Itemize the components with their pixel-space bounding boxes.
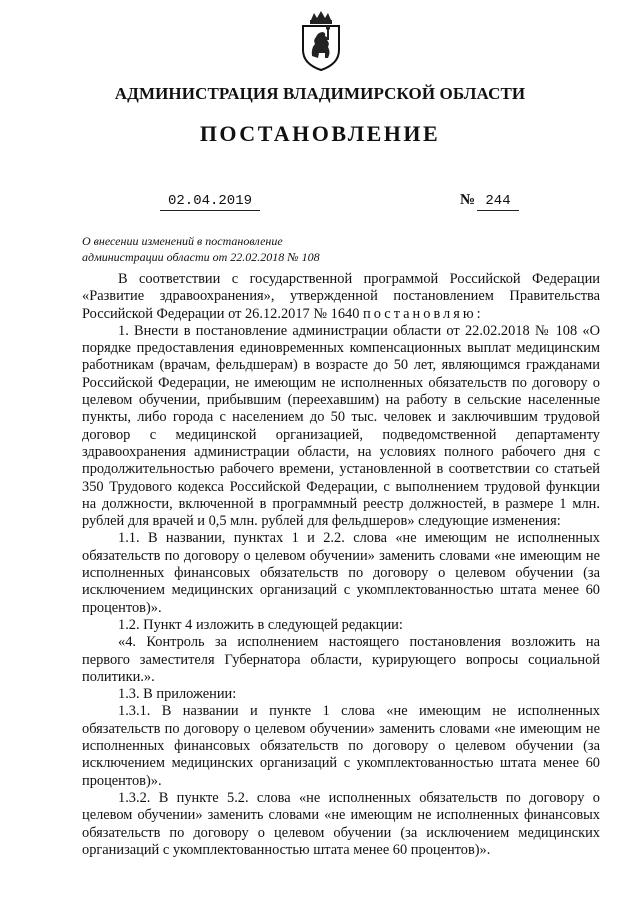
clause-1: 1. Внести в постановление администрации области от 22.02.2018 № 108 «О порядке предоставления единовременных компенсационных выплат медицинским работникам (врачам, фельдшерам) в возрасте до 50 лет, являющимся гражданами Российской Федерации, не имеющим не исполненных обязательств по договору о целевом обучении, прибывшим (переехавшим) на работу в сельские населенные пункты, либо города с населением до 50 тыс. человек и заключившим трудовой договор с медицинской организацией, подведомственной департаменту здравоохранения администрации области, на условиях полного рабочего дня с продолжительностью рабочего времени, установленной в соответствии со статьей 350 Трудового кодекса Российской Федерации, с выполнением трудовой функции на должности, включенной в программный реестр должностей, в размере 1 млн. рублей для врачей и 0,5 млн. рублей для фельдшеров» следующие изменения: [82, 322, 600, 530]
clause-1-1: 1.1. В названии, пунктах 1 и 2.2. слова «не имеющим не исполненных обязательств по договору о целевом обучении» заменить словами «не имеющим не исполненных финансовых обязательств по договору о целевом обучении (за исключением медицинских организаций с укомплектованностью штата менее 60 процентов)». [82, 530, 600, 616]
preamble-text: В соответствии с государственной программой Российской Федерации «Развитие здравоохранения», утвержденной постановлением Правительства Российской Федерации от 26.12.2017 № 1640 [82, 271, 600, 322]
clause-1-2: 1.2. Пункт 4 изложить в следующей редакции: [118, 616, 403, 633]
document-date: 02.04.2019 [160, 193, 260, 211]
subject-line-1: О внесении изменений в постановление [82, 234, 283, 248]
subject-line-2: администрации области от 22.02.2018 № 108 [82, 250, 320, 264]
document-subject [82, 233, 372, 265]
document-type-title: ПОСТАНОВЛЕНИЕ [199, 121, 441, 146]
clause-1-2-text: «4. Контроль за исполнением настоящего постановления возложить на первого заместителя Губернатора области, курирующего вопросы социальной политики.». [82, 634, 600, 685]
coat-of-arms-icon [297, 10, 345, 72]
preamble-paragraph [82, 271, 600, 323]
document-body [82, 271, 600, 859]
clause-1-3-1: 1.3.1. В названии и пункте 1 слова «не имеющим не исполненных обязательств по договору о целевом обучении» заменить словами «не имеющим не исполненных финансовых обязательств по договору о целевом обучении (за исключением медицинских организаций с укомплектованностью штата менее 60 процентов)». [82, 703, 600, 789]
organization-name: АДМИНИСТРАЦИЯ ВЛАДИМИРСКОЙ ОБЛАСТИ [114, 84, 526, 103]
document-number-label: № [460, 192, 476, 208]
clause-1-3-2: 1.3.2. В пункте 5.2. слова «не исполненных обязательств по договору о целевом обучении» заменить словами «не имеющим не исполненных финансовых обязательств по договору о целевом обучении (за исключением медицинских организаций с укомплектованностью штата менее 60 процентов)». [82, 789, 600, 858]
preamble-resolution-word: постановляю: [363, 305, 484, 322]
clause-1-3: 1.3. В приложении: [118, 686, 237, 703]
document-number: 244 [477, 193, 519, 211]
